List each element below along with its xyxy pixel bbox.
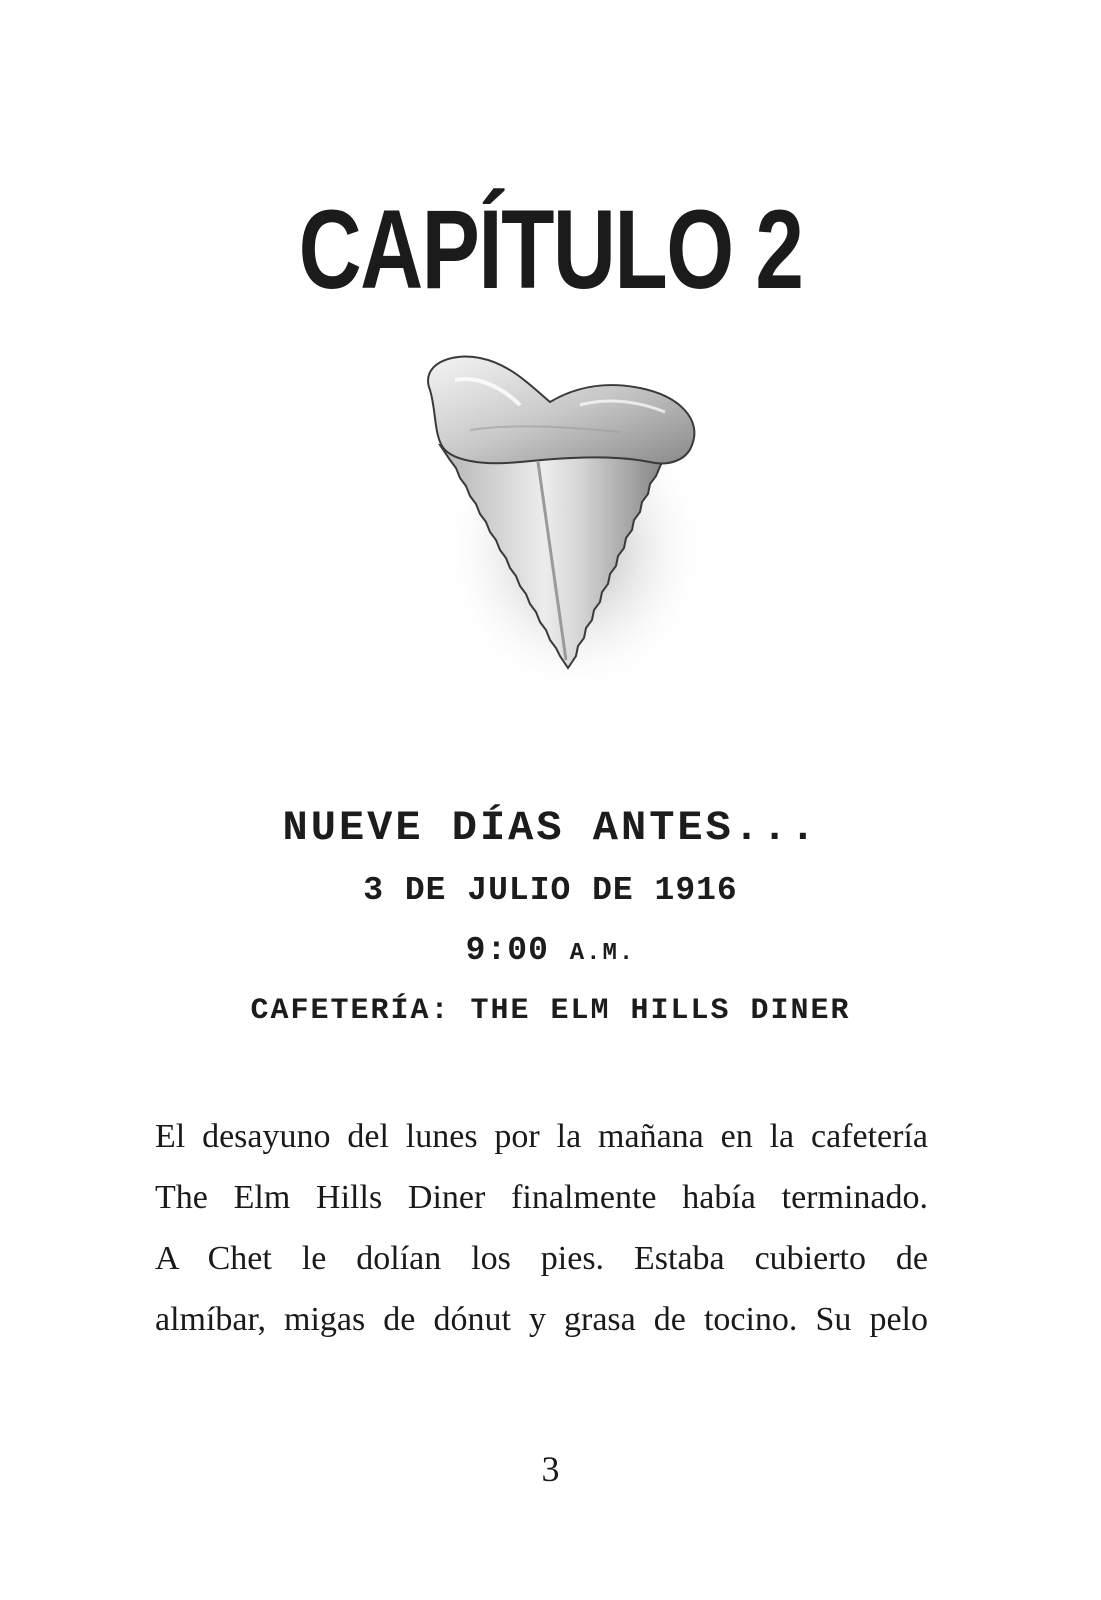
chapter-title: CAPÍTULO 2 (298, 187, 803, 312)
date-heading: 3 DE JULIO DE 1916 (363, 872, 738, 909)
place-heading: CAFETERÍA: THE ELM HILLS DINER (250, 994, 851, 1028)
body-paragraph (155, 1106, 928, 1350)
shark-tooth-icon (410, 350, 710, 690)
body-line: almíbar, migas de dónut y grasa de tocino. Su pelo (155, 1301, 928, 1338)
time-jump-heading: NUEVE DÍAS ANTES... (282, 804, 819, 852)
page-number: 3 (541, 1449, 560, 1489)
tooth-root (428, 357, 694, 464)
body-line: El desayuno del lunes por la mañana en la cafetería (155, 1118, 928, 1155)
body-line: A Chet le dolían los pies. Estaba cubierto de (155, 1240, 928, 1277)
time-suffix: A.M. (569, 940, 636, 967)
time-value: 9:00 (465, 932, 549, 969)
time-heading (0, 928, 1101, 977)
body-line: The Elm Hills Diner finalmente había terminado. (155, 1179, 928, 1216)
